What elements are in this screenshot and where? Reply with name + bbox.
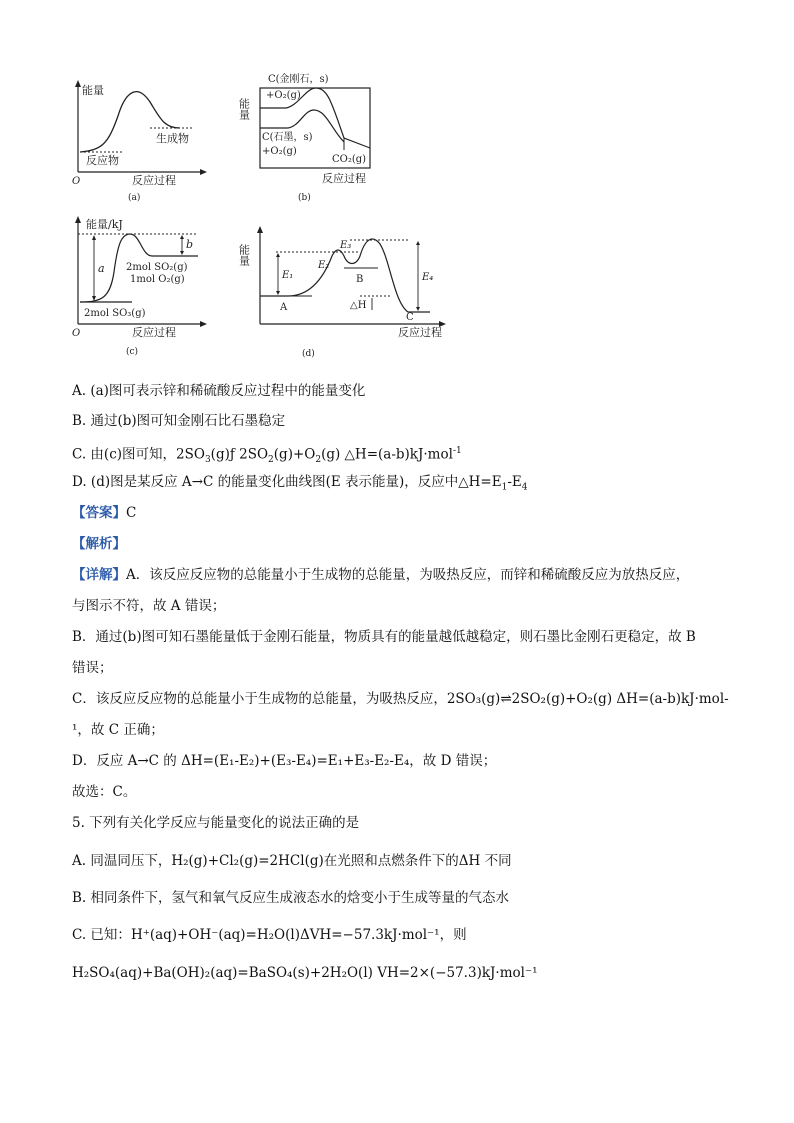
q5-stem: 5. 下列有关化学反应与能量变化的说法正确的是 — [72, 815, 360, 831]
explanation-a2: 与图示不符，故 A 错误； — [72, 598, 226, 614]
d-C: C — [406, 312, 414, 323]
option-c: C. 由(c)图可知，$2SO_3(g)ƒ$ $2SO_2(g)+O_2(g)$ △H=(a-b)kJ·mol$^{-1}$ — [72, 446, 462, 466]
d-e2: E₂ — [318, 260, 330, 271]
analysis-label: 【解析】 — [72, 536, 126, 552]
a-xlabel: 反应过程 — [132, 174, 176, 187]
option-d: D. (d)图是某反应 A→C 的能量变化曲线图(E 表示能量)，反应中$\triangle H=E_1-E_4$ — [72, 474, 528, 493]
q5-option-b: B. 相同条件下，氢气和氧气反应生成液态水的焓变小于生成等量的气态水 — [72, 890, 510, 906]
c-b: b — [186, 238, 194, 251]
explanation-c: C．该反应反应物的总能量小于生成物的总能量，为吸热反应，2SO₃(g)⇌2SO₂(g)+O₂(g) ΔH=(a-b)kJ·mol- — [72, 691, 729, 707]
b-graphite: C(石墨，s) — [262, 132, 313, 143]
a-origin: O — [72, 176, 81, 187]
c-o2: 1mol O₂(g) — [130, 274, 185, 285]
option-a: A. (a)图可表示锌和稀硫酸反应过程中的能量变化 — [72, 383, 366, 399]
b-diamond: C(金刚石，s) — [268, 74, 329, 85]
d-e3: E₃ — [340, 240, 352, 251]
explanation-c2: ¹，故 C 正确； — [72, 722, 164, 738]
a-reactant: 反应物 — [86, 154, 119, 167]
figure-a — [62, 76, 212, 206]
b-ylabel: 能量 — [237, 98, 251, 120]
d-dh: △H — [350, 300, 367, 311]
a-caption: (a) — [128, 193, 141, 203]
d-e1: E₁ — [282, 270, 294, 281]
b-co2: CO₂(g) — [332, 154, 367, 165]
a-ylabel: 能量 — [82, 84, 104, 97]
b-caption: (b) — [298, 193, 311, 203]
c-ylabel: 能量/kJ — [86, 218, 123, 231]
figure-c — [62, 212, 212, 362]
b-xlabel: 反应过程 — [322, 172, 366, 185]
b-o2-top: +O₂(g) — [266, 90, 301, 101]
q5-option-a: A. 同温同压下，H₂(g)+Cl₂(g)=2HCl(g)在光照和点燃条件下的ΔH 不同 — [72, 853, 512, 869]
figure-d — [237, 222, 450, 362]
c-xlabel: 反应过程 — [132, 326, 176, 339]
option-b: B. 通过(b)图可知金刚石比石墨稳定 — [72, 413, 286, 429]
d-caption: (d) — [302, 349, 315, 359]
q5-option-c: C. 已知：H⁺(aq)+OH⁻(aq)=H₂O(l)ΔVH=−57.3kJ·mol⁻¹，则 — [72, 927, 467, 943]
c-caption: (c) — [126, 347, 139, 357]
d-A: A — [280, 302, 288, 313]
c-so2: 2mol SO₂(g) — [126, 262, 188, 273]
explanation-a: 【详解】A．该反应反应物的总能量小于生成物的总能量，为吸热反应，而锌和稀硫酸反应为放热反应， — [72, 567, 690, 583]
explanation-b2: 错误； — [72, 660, 113, 676]
q5-option-c-eq: H₂SO₄(aq)+Ba(OH)₂(aq)=BaSO₄(s)+2H₂O(l) VH=2×(−57.3)kJ·mol⁻¹ — [72, 965, 538, 981]
b-o2-mid: +O₂(g) — [262, 146, 297, 157]
answer: 【答案】C — [72, 505, 137, 521]
d-xlabel: 反应过程 — [398, 326, 442, 339]
explanation-d: D．反应 A→C 的 ΔH=(E₁-E₂)+(E₃-E₄)=E₁+E₃-E₂-E₄，故 D 错误； — [72, 753, 497, 769]
conclusion: 故选：C。 — [72, 784, 137, 800]
c-so3: 2mol SO₃(g) — [84, 308, 146, 319]
figure-b — [237, 70, 390, 208]
a-product: 生成物 — [156, 132, 189, 145]
d-B: B — [356, 274, 364, 285]
c-origin: O — [72, 328, 81, 339]
d-ylabel: 能量 — [237, 244, 251, 266]
c-a: a — [98, 262, 105, 275]
d-e4: E₄ — [422, 272, 434, 283]
explanation-b: B．通过(b)图可知石墨能量低于金刚石能量，物质具有的能量越低越稳定，则石墨比金刚石更稳定，故 B — [72, 629, 696, 645]
